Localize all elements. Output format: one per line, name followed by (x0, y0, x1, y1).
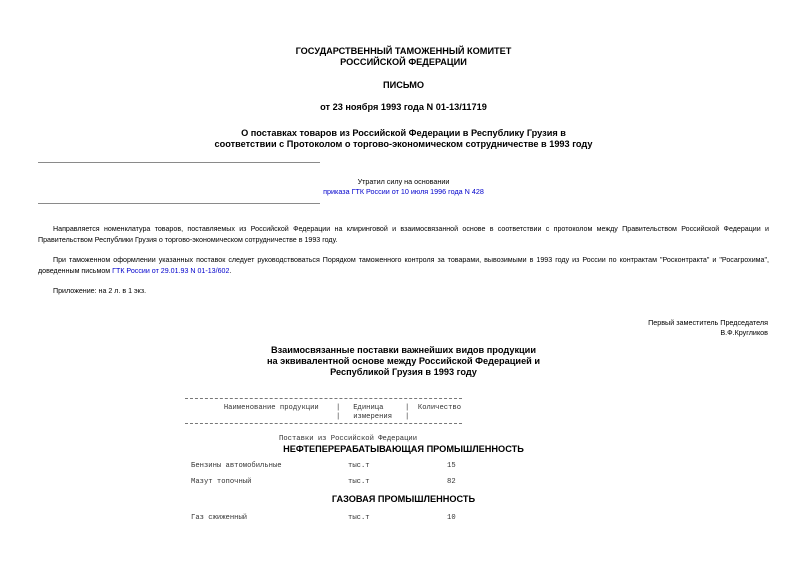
table-row-qty: 82 (447, 478, 456, 486)
lost-force-link[interactable]: приказа ГТК России от 10 июля 1996 года N 428 (323, 187, 484, 196)
document-date-number: от 23 ноября 1993 года N 01-13/11719 (320, 102, 487, 112)
table-rule-top (185, 398, 462, 399)
paragraph-2-text: При таможенном оформлении указанных поставок следует руководствоваться Порядком таможенного контроля за товарами, вывозимыми в 1993 году из России по контрактам "Росконтракта" и "Росагрохима", доведенным письмом (38, 256, 769, 275)
table-header: Наименование продукции | Единица | Количество | измерения | (223, 404, 462, 421)
attachment-note: Приложение: на 2 л. в 1 экз. (53, 287, 147, 295)
table-rule-bottom (185, 423, 462, 424)
section-title-gas: ГАЗОВАЯ ПРОМЫШЛЕННОСТЬ (331, 494, 476, 504)
table-row-qty: 10 (447, 514, 456, 522)
table-row-qty: 15 (447, 462, 456, 470)
table-row-product: Мазут топочный (191, 478, 252, 486)
lost-force-link-wrap (0, 186, 807, 197)
org-name-line1: ГОСУДАРСТВЕННЫЙ ТАМОЖЕННЫЙ КОМИТЕТ (295, 46, 512, 56)
paragraph-2 (38, 255, 769, 277)
annex-title-line2: на эквивалентной основе между Российской Федерацией и (266, 356, 541, 366)
table-row-unit: тыс.т (348, 514, 370, 522)
table-row-product: Газ сжиженный (191, 514, 248, 522)
document-title-line2: соответствии с Протоколом о торгово-экономическом сотрудничестве в 1993 году (214, 139, 593, 149)
divider-top (38, 162, 320, 163)
annex-title-line1: Взаимосвязанные поставки важнейших видов продукции (271, 345, 536, 355)
lost-force-text: Утратил силу на основании (357, 177, 450, 186)
table-row-unit: тыс.т (348, 462, 370, 470)
paragraph-2-end: . (229, 267, 232, 275)
paragraph-1: Направляется номенклатура товаров, поставляемых из Российской Федерации на клиринговой и взаимосвязанной основе в соответствии с протоколом между Правительством Российской Федерации и Правительством Республики Грузия о торгово-экономическом сотрудничестве в 1993 году. (38, 225, 769, 244)
signature-name: В.Ф.Кругликов (720, 328, 768, 337)
section-title-oil: НЕФТЕПЕРЕРАБАТЫВАЮЩАЯ ПРОМЫШЛЕННОСТЬ (283, 444, 524, 454)
letter-link[interactable]: ГТК России от 29.01.93 N 01-13/602 (112, 267, 230, 275)
supply-from-label: Поставки из Российской Федерации (279, 435, 418, 443)
divider-bottom (38, 203, 320, 204)
table-row-unit: тыс.т (348, 478, 370, 486)
org-name-line2: РОССИЙСКОЙ ФЕДЕРАЦИИ (340, 57, 467, 67)
table-row-product: Бензины автомобильные (191, 462, 282, 470)
document-title-line1: О поставках товаров из Российской Федерации в Республику Грузия в (241, 128, 566, 138)
signature-position: Первый заместитель Председателя (648, 318, 768, 327)
annex-title-line3: Республикой Грузия в 1993 году (330, 367, 477, 377)
document-type: ПИСЬМО (382, 80, 425, 90)
